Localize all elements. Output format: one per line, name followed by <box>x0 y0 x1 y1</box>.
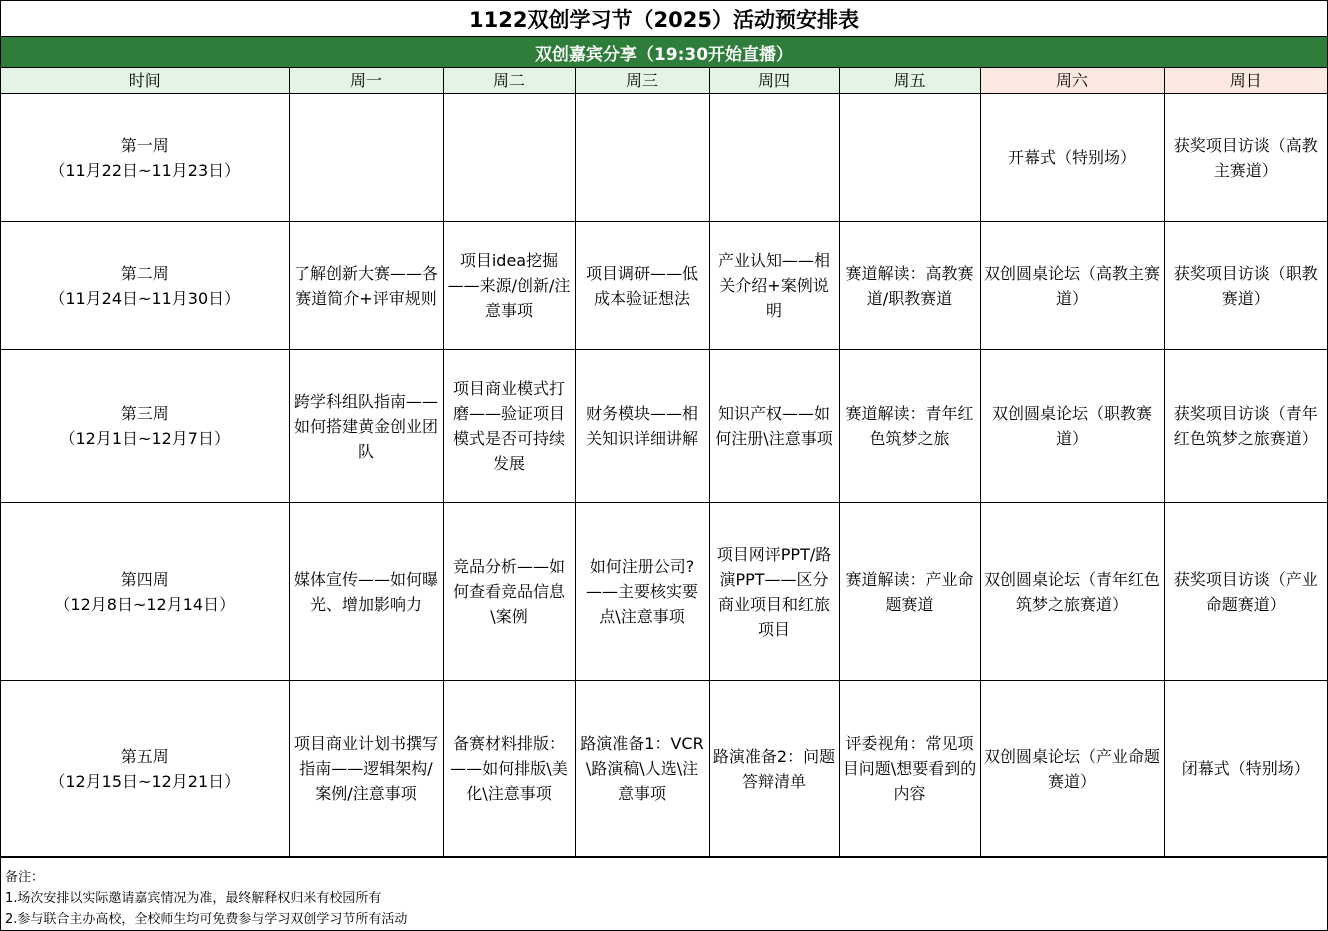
week-row <box>1 681 1327 857</box>
schedule-cell: 财务模块——相关知识详细讲解 <box>575 350 709 503</box>
schedule-cell: 项目idea挖掘——来源/创新/注意事项 <box>443 222 575 350</box>
schedule-cell: 如何注册公司?——主要核实要点\注意事项 <box>575 503 709 681</box>
schedule-cell: 获奖项目访谈（高教主赛道） <box>1164 94 1327 222</box>
schedule-cell: 媒体宣传——如何曝光、增加影响力 <box>289 503 443 681</box>
header-wednesday: 周三 <box>575 68 709 94</box>
schedule-cell <box>289 94 443 222</box>
schedule-cell <box>575 94 709 222</box>
schedule-cell: 开幕式（特别场） <box>980 94 1164 222</box>
note-item: 2.参与联合主办高校，全校师生均可免费参与学习双创学习节所有活动 <box>5 912 408 927</box>
schedule-cell: 项目调研——低成本验证想法 <box>575 222 709 350</box>
schedule-cell: 赛道解读：高教赛道/职教赛道 <box>839 222 980 350</box>
week-dates: （12月15日~12月21日） <box>49 771 241 791</box>
note-item: 1.场次安排以实际邀请嘉宾情况为准，最终解释权归米有校园所有 <box>5 891 382 906</box>
week-cell <box>1 94 289 222</box>
header-thursday: 周四 <box>709 68 839 94</box>
schedule-cell: 赛道解读：青年红色筑梦之旅 <box>839 350 980 503</box>
week-cell <box>1 681 289 857</box>
schedule-cell: 评委视角：常见项目问题\想要看到的内容 <box>839 681 980 857</box>
schedule-cell: 项目网评PPT/路演PPT——区分商业项目和红旅项目 <box>709 503 839 681</box>
week-row <box>1 94 1327 222</box>
schedule-cell: 竞品分析——如何查看竞品信息\案例 <box>443 503 575 681</box>
schedule-cell: 了解创新大赛——各赛道简介+评审规则 <box>289 222 443 350</box>
week-cell <box>1 350 289 503</box>
schedule-cell: 双创圆桌论坛（产业命题赛道） <box>980 681 1164 857</box>
week-dates: （11月24日~11月30日） <box>49 288 241 308</box>
week-label: 第一周 <box>120 135 169 155</box>
week-dates: （11月22日~11月23日） <box>49 160 241 180</box>
header-friday: 周五 <box>839 68 980 94</box>
schedule-cell: 项目商业计划书撰写指南——逻辑架构/案例/注意事项 <box>289 681 443 857</box>
schedule-cell: 获奖项目访谈（青年红色筑梦之旅赛道） <box>1164 350 1327 503</box>
week-cell <box>1 222 289 350</box>
schedule-cell: 获奖项目访谈（产业命题赛道） <box>1164 503 1327 681</box>
schedule-cell: 产业认知——相关介绍+案例说明 <box>709 222 839 350</box>
week-label: 第四周 <box>120 569 169 589</box>
page-title: 1122双创学习节（2025）活动预安排表 <box>1 1 1327 37</box>
week-label: 第二周 <box>120 263 169 283</box>
schedule-cell: 双创圆桌论坛（高教主赛道） <box>980 222 1164 350</box>
header-time: 时间 <box>1 68 289 94</box>
header-row <box>1 68 1327 94</box>
week-dates: （12月1日~12月7日） <box>59 429 230 448</box>
header-sunday: 周日 <box>1164 68 1327 94</box>
schedule-table <box>1 68 1327 857</box>
schedule-cell: 备赛材料排版：——如何排版\美化\注意事项 <box>443 681 575 857</box>
schedule-cell <box>839 94 980 222</box>
week-label: 第三周 <box>120 404 169 423</box>
week-row <box>1 222 1327 350</box>
week-label: 第五周 <box>120 746 169 766</box>
schedule-cell: 路演准备2：问题答辩清单 <box>709 681 839 857</box>
schedule-cell <box>443 94 575 222</box>
schedule-cell: 双创圆桌论坛（青年红色筑梦之旅赛道） <box>980 503 1164 681</box>
schedule-cell: 闭幕式（特别场） <box>1164 681 1327 857</box>
notes <box>1 857 1327 930</box>
header-monday: 周一 <box>289 68 443 94</box>
week-dates: （12月8日~12月14日） <box>54 594 236 614</box>
header-tuesday: 周二 <box>443 68 575 94</box>
schedule-cell <box>709 94 839 222</box>
section-banner: 双创嘉宾分享（19:30开始直播） <box>1 37 1327 68</box>
schedule-cell: 路演准备1：VCR\路演稿\人选\注意事项 <box>575 681 709 857</box>
schedule-cell: 跨学科组队指南——如何搭建黄金创业团队 <box>289 350 443 503</box>
header-saturday: 周六 <box>980 68 1164 94</box>
schedule-cell: 赛道解读：产业命题赛道 <box>839 503 980 681</box>
schedule-cell: 项目商业模式打磨——验证项目模式是否可持续发展 <box>443 350 575 503</box>
week-row <box>1 503 1327 681</box>
schedule-cell: 双创圆桌论坛（职教赛道） <box>980 350 1164 503</box>
schedule-cell: 知识产权——如何注册\注意事项 <box>709 350 839 503</box>
schedule-cell: 获奖项目访谈（职教赛道） <box>1164 222 1327 350</box>
week-row <box>1 350 1327 503</box>
notes-label: 备注： <box>5 870 45 885</box>
week-cell <box>1 503 289 681</box>
